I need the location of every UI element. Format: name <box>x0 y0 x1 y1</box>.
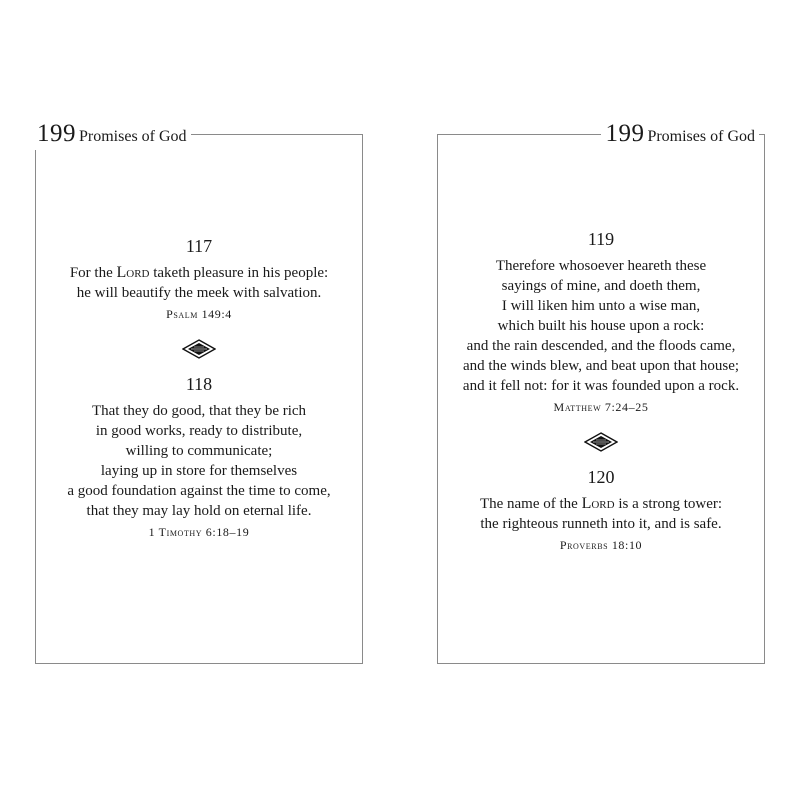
verse-line: laying up in store for themselves <box>100 463 298 479</box>
entry-number: 117 <box>185 236 213 256</box>
verse-line: That they do good, that they be rich <box>91 403 307 419</box>
right-page <box>437 120 765 664</box>
header-number: 199 <box>605 120 645 147</box>
verse-line: sayings of mine, and doeth them, <box>501 278 701 294</box>
entry-number: 118 <box>185 374 213 394</box>
verse-line: Therefore whosoever heareth these <box>495 258 707 274</box>
header-title: Promises of God <box>79 128 187 145</box>
ornamental-diamond-icon <box>584 432 618 452</box>
verse-line: willing to communicate; <box>125 443 273 459</box>
entry-number: 119 <box>587 229 615 249</box>
lord-small-caps: Lord <box>581 495 615 512</box>
verse-line: in good works, ready to distribute, <box>95 423 303 439</box>
scripture-reference: Psalm 149:4 <box>166 307 232 321</box>
page-content <box>36 234 362 541</box>
verse-line: For the Lord taketh pleasure in his people: <box>69 264 329 281</box>
header-title: Promises of God <box>647 128 755 145</box>
verse-line: I will liken him unto a wise man, <box>501 298 701 314</box>
entry-number: 120 <box>587 467 615 487</box>
verse-line: a good foundation against the time to come, <box>67 483 331 499</box>
verse-line: and the winds blew, and beat upon that house; <box>462 358 740 374</box>
page-content <box>438 227 764 554</box>
left-page <box>35 120 363 664</box>
promise-entry <box>36 372 362 541</box>
verse-line: and the rain descended, and the floods came, <box>466 338 736 354</box>
verse-line: and it fell not: for it was founded upon a rock. <box>462 378 740 394</box>
promise-entry <box>438 465 764 554</box>
promise-entry <box>36 234 362 323</box>
header-number: 199 <box>37 120 76 147</box>
verse-line: he will beautify the meek with salvation. <box>76 285 322 301</box>
verse-line: which built his house upon a rock: <box>497 318 705 334</box>
verse-line: that they may lay hold on eternal life. <box>86 503 312 519</box>
promise-entry <box>438 227 764 416</box>
scripture-reference: Matthew 7:24–25 <box>553 400 649 414</box>
verse-line: The name of the Lord is a strong tower: <box>479 495 723 512</box>
scripture-reference: 1 Timothy 6:18–19 <box>148 525 250 539</box>
page-header <box>601 121 759 150</box>
scripture-reference: Proverbs 18:10 <box>559 538 643 552</box>
page-header <box>35 121 191 150</box>
ornamental-diamond-icon <box>182 339 216 359</box>
verse-line: the righteous runneth into it, and is safe. <box>480 516 722 532</box>
lord-small-caps: Lord <box>116 264 150 281</box>
